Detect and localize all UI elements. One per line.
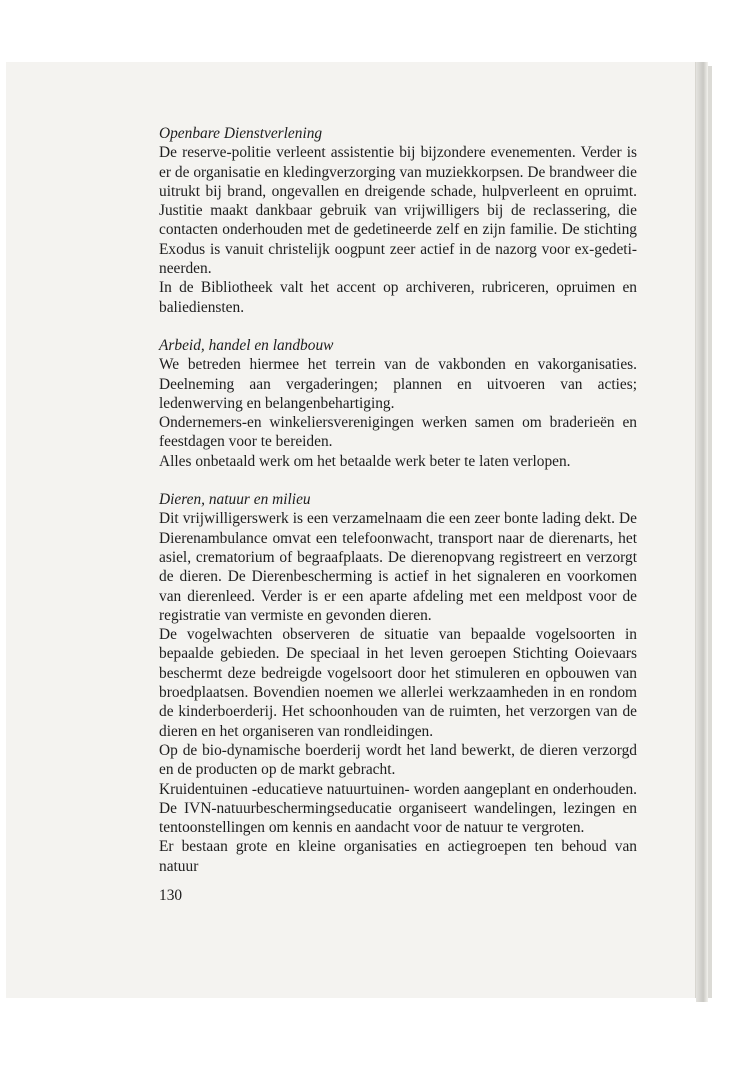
section-heading: Openbare Dienstverlening bbox=[159, 125, 323, 142]
page-edge bbox=[696, 62, 708, 1002]
section-openbare-dienstverlening bbox=[159, 124, 637, 317]
paragraph: We betreden hiermee het terrein van de vakbonden en vakorganisaties. Deelneming aan vergaderingen; plannen en uitvoeren van acties; ledenwerving en belangenbehartiging. bbox=[159, 356, 637, 412]
paragraph: Op de bio-dynamische boerderij wordt het land bewerkt, de dieren verzorgd en de producten op de markt gebracht. bbox=[159, 741, 637, 779]
section-heading: Dieren, natuur en milieu bbox=[159, 491, 311, 509]
paragraph: Kruidentuinen -educatieve natuurtuinen- worden aangeplant en onderhouden. De IVN-natuurbeschermingseducatie organiseert wandelingen, lezingen en tentoonstellingen om kennis en aandacht voor de natuur te vergroten. bbox=[159, 780, 637, 837]
paragraph: Alles onbetaald werk om het betaalde werk beter te laten verlopen. bbox=[159, 452, 571, 470]
paragraph: Ondernemers-en winkeliersverenigingen werken samen om braderieën en feestdagen voor te bereiden. bbox=[159, 414, 637, 451]
section-arbeid-handel-landbouw bbox=[159, 336, 637, 471]
page-number: 130 bbox=[159, 887, 183, 904]
paragraph: In de Bibliotheek valt het accent op archiveren, rubriceren, opruimen en baliediensten. bbox=[159, 279, 637, 316]
paragraph: De reserve-politie verleent assistentie bij bijzondere evenementen. Verder is er de organisatie en kledingverzorging van muziekkorpsen. De brandweer die uitrukt bij brand, ongevallen en dreigende schade, hulpverleent en opruimt. Justitie maakt dankbaar gebruik van vrijwilligers bij de reclassering, die contacten onderhouden met de gedetineerde zelf en zijn familie. De stichting Exodus is vanuit christelijk oogpunt zeer actief in de nazorg voor ex-gedetineerden. bbox=[159, 144, 637, 278]
section-dieren-natuur-milieu bbox=[159, 490, 637, 876]
page-body bbox=[159, 124, 637, 876]
page-edge-outer bbox=[708, 66, 712, 998]
paragraph: De vogelwachten observeren de situatie van bepaalde vogelsoorten in bepaalde gebieden. De speciaal in het leven geroepen Stichting Ooievaars beschermt deze bedreigde vogelsoort door het stimuleren en opbouwen van broedplaatsen. Bovendien noemen we allerlei werkzaamheden in en rondom de kinderboerderij. Het schoonhouden van de ruimten, het verzorgen van de dieren en het organiseren van rondleidingen. bbox=[159, 626, 637, 740]
section-heading: Arbeid, handel en landbouw bbox=[159, 336, 334, 354]
paragraph: Dit vrijwilligerswerk is een verzamelnaam die een zeer bonte lading dekt. De Dierenambulance omvat een telefoonwacht, transport naar de dierenarts, het asiel, crematorium of begraafplaats. De dierenopvang registreert en verzorgt de dieren. De Dierenbescherming is actief in het signaleren en voorkomen van dierenleed. Verder is er een aparte afdeling met een meldpost voor de registratie van vermiste en gevonden dieren. bbox=[159, 510, 637, 624]
paragraph: Er bestaan grote en kleine organisaties en actiegroepen ten behoud van natuur bbox=[159, 838, 637, 875]
